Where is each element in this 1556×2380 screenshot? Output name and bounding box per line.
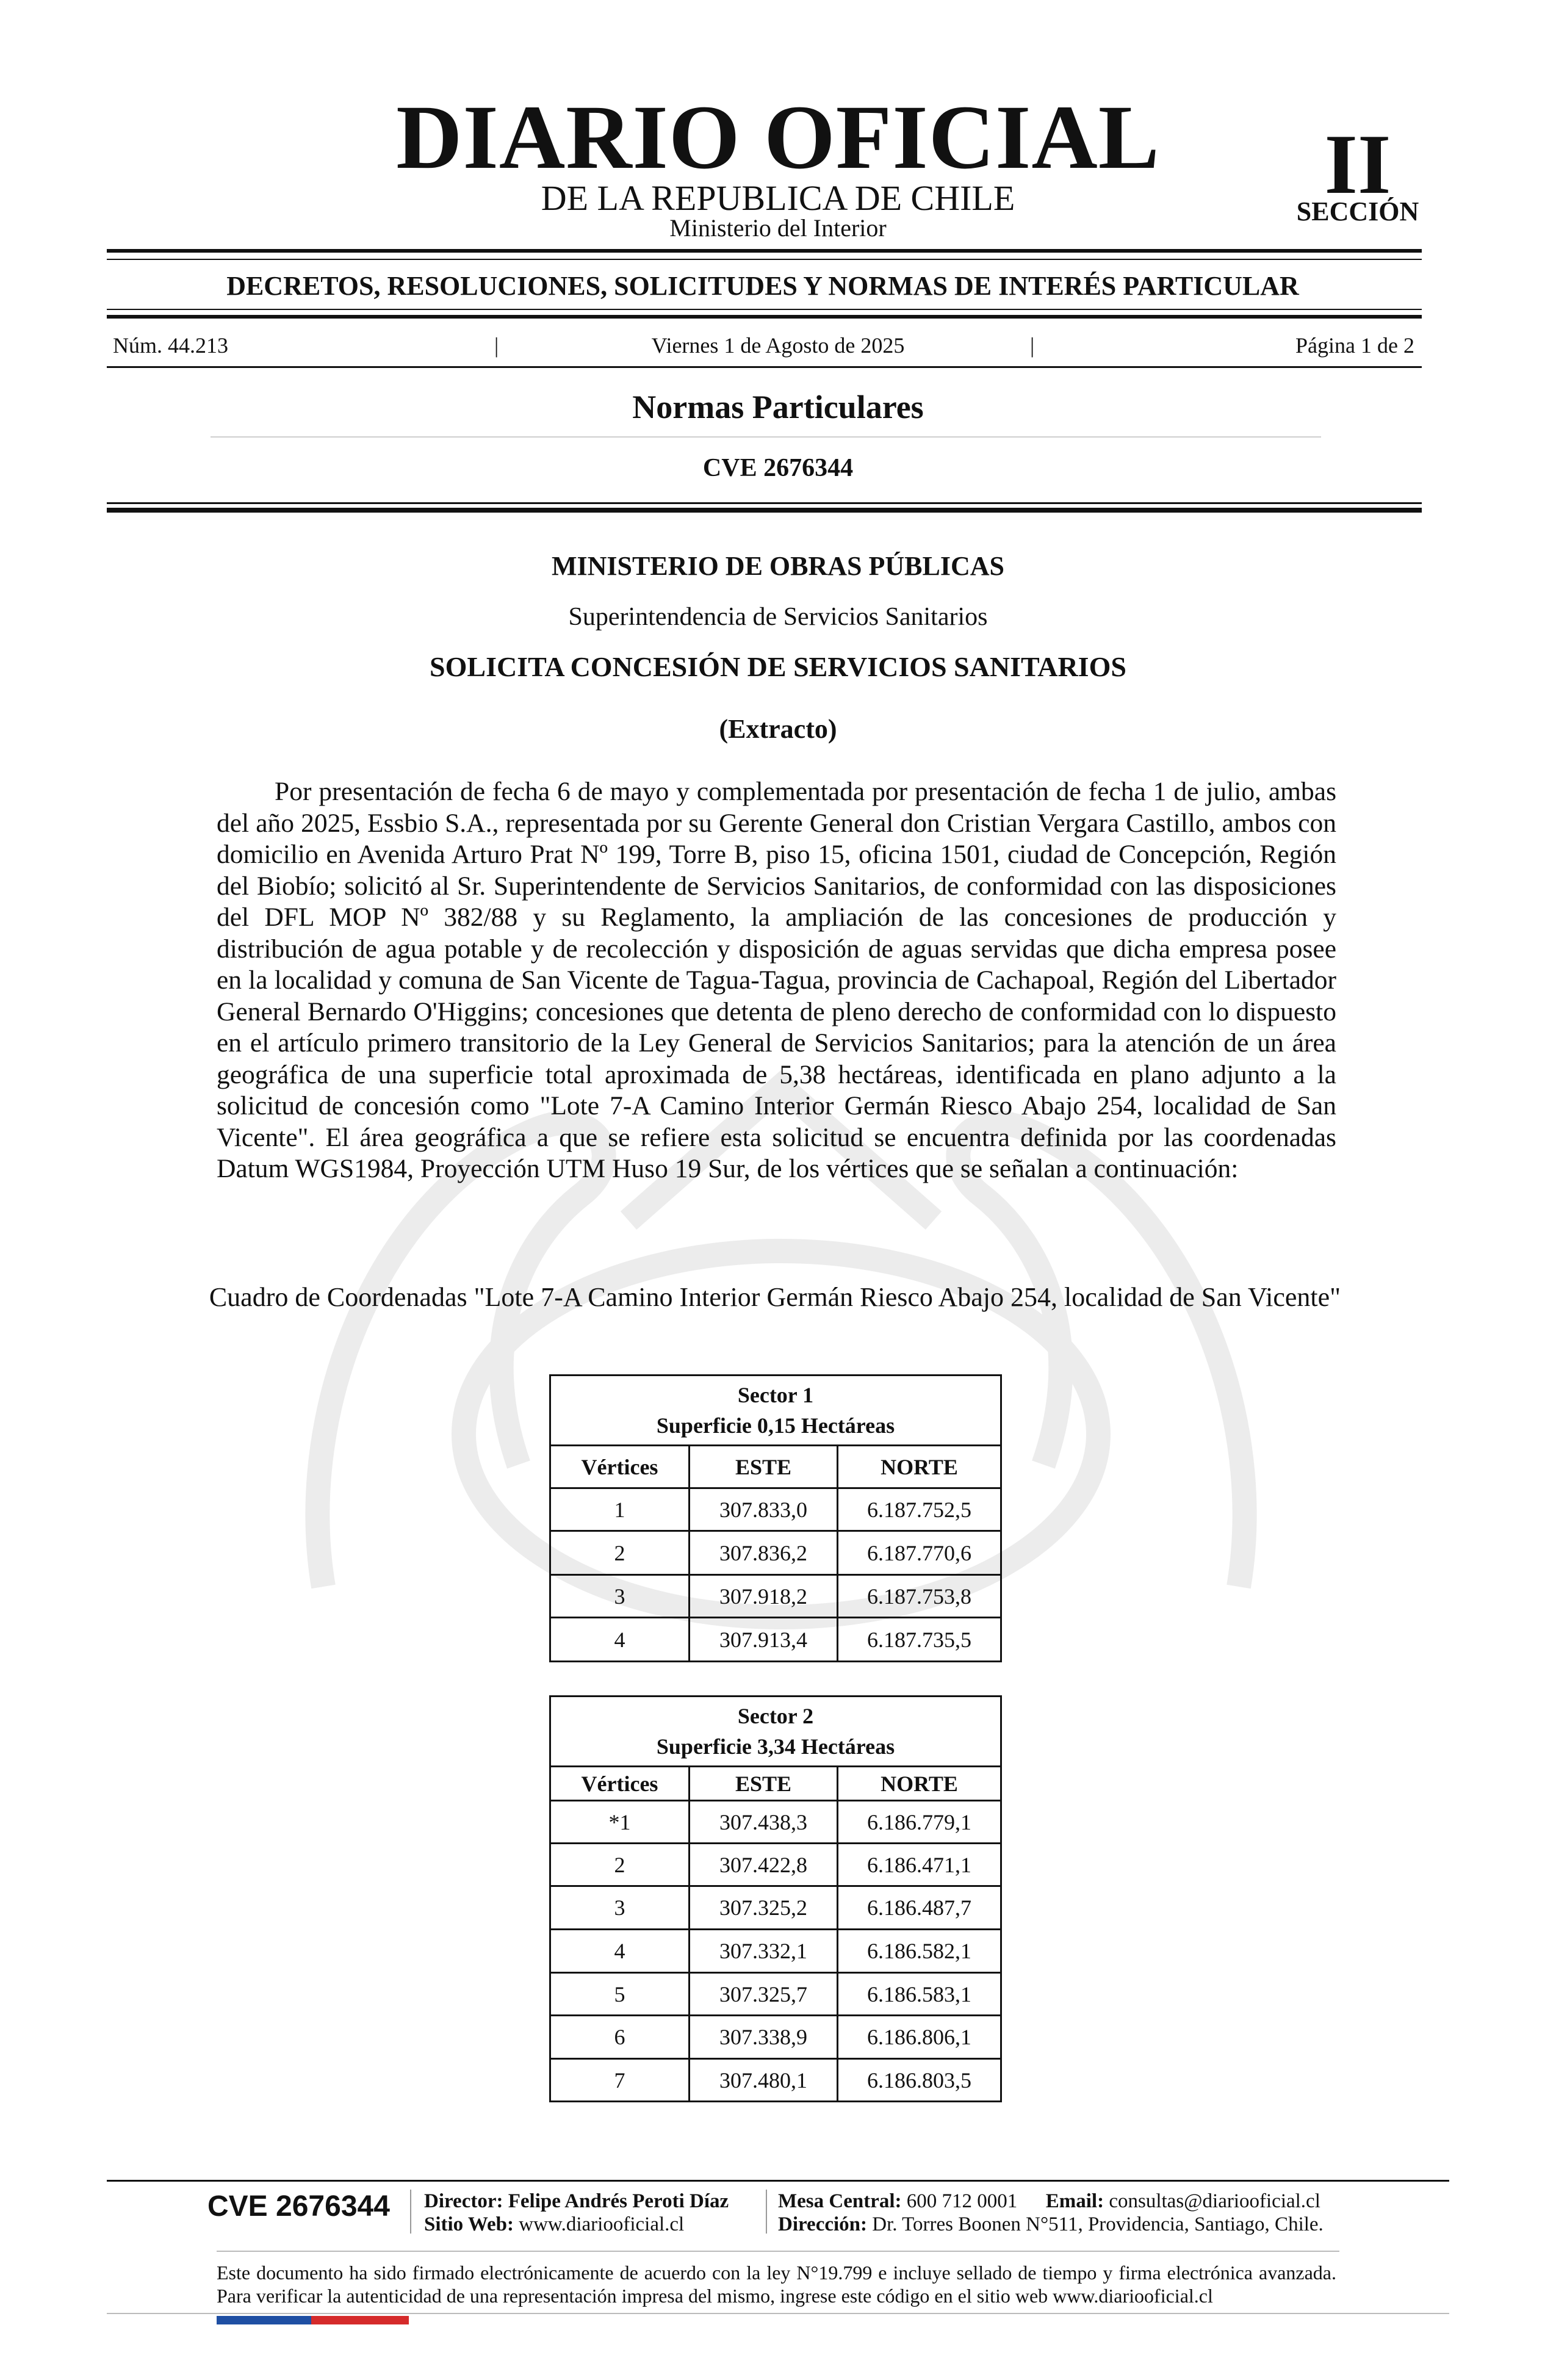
norte-cell: 6.187.770,6 bbox=[838, 1531, 1001, 1575]
cve-rule-thin bbox=[107, 502, 1422, 504]
address-label: Dirección: bbox=[778, 2213, 868, 2235]
banner-rule-bottom bbox=[107, 315, 1422, 319]
vertex-cell: 5 bbox=[550, 1973, 690, 2016]
table-row bbox=[550, 2059, 1001, 2102]
vertex-cell: 2 bbox=[550, 1844, 690, 1886]
document-subtitle: (Extracto) bbox=[719, 714, 837, 744]
este-cell: 307.438,3 bbox=[690, 1801, 838, 1844]
table-row bbox=[550, 1575, 1001, 1618]
address-text: Dr. Torres Boonen N°511, Providencia, Santiago, Chile. bbox=[872, 2213, 1324, 2235]
section-banner: DECRETOS, RESOLUCIONES, SOLICITUDES Y NORMAS DE INTERÉS PARTICULAR bbox=[226, 271, 1299, 301]
sector-name: Sector 1 bbox=[737, 1383, 814, 1407]
body-paragraph bbox=[217, 776, 1336, 1185]
este-cell: 307.325,2 bbox=[690, 1886, 838, 1930]
table-row bbox=[550, 1618, 1001, 1662]
footer-address bbox=[778, 2213, 1324, 2236]
sector-area: Superficie 3,34 Hectáreas bbox=[656, 1734, 895, 1759]
table-row bbox=[550, 1801, 1001, 1844]
footer-site bbox=[424, 2213, 684, 2236]
norte-cell: 6.186.471,1 bbox=[838, 1844, 1001, 1886]
norte-cell: 6.186.583,1 bbox=[838, 1973, 1001, 2016]
site-link[interactable]: www.diariooficial.cl bbox=[519, 2213, 685, 2235]
sector-2-table bbox=[549, 1695, 1002, 2102]
norte-cell: 6.186.582,1 bbox=[838, 1930, 1001, 1973]
table-row bbox=[550, 2016, 1001, 2059]
cve-rule-thick bbox=[107, 508, 1422, 513]
cve-heading: CVE 2676344 bbox=[702, 454, 854, 482]
vertex-cell: 7 bbox=[550, 2059, 690, 2102]
column-header-norte: NORTE bbox=[838, 1767, 1001, 1801]
norte-cell: 6.186.779,1 bbox=[838, 1801, 1001, 1844]
email-link[interactable]: consultas@diariooficial.cl bbox=[1109, 2190, 1320, 2212]
norte-cell: 6.186.803,5 bbox=[838, 2059, 1001, 2102]
column-header-este: ESTE bbox=[690, 1767, 838, 1801]
flag-stripe-red bbox=[311, 2316, 409, 2324]
este-cell: 307.918,2 bbox=[690, 1575, 838, 1618]
table-row bbox=[550, 1930, 1001, 1973]
newspaper-ministry: Ministerio del Interior bbox=[669, 214, 887, 242]
phone-number: 600 712 0001 bbox=[906, 2190, 1018, 2212]
issue-date: Viernes 1 de Agosto de 2025 bbox=[651, 333, 905, 358]
footer-rule-mid bbox=[217, 2251, 1339, 2252]
director-name: Felipe Andrés Peroti Díaz bbox=[508, 2190, 729, 2212]
este-cell: 307.338,9 bbox=[690, 2016, 838, 2059]
norte-cell: 6.187.753,8 bbox=[838, 1575, 1001, 1618]
vertex-cell: 3 bbox=[550, 1886, 690, 1930]
footer-rule-top bbox=[107, 2180, 1449, 2182]
section-title: Normas Particulares bbox=[632, 389, 924, 425]
table-row bbox=[550, 1973, 1001, 2016]
footer-cve: CVE 2676344 bbox=[207, 2190, 390, 2223]
site-label: Sitio Web: bbox=[424, 2213, 514, 2235]
flag-stripe-blue bbox=[217, 2316, 311, 2324]
footer-divider bbox=[766, 2190, 767, 2234]
este-cell: 307.480,1 bbox=[690, 2059, 838, 2102]
sector-name: Sector 2 bbox=[737, 1704, 814, 1728]
issue-number: Núm. 44.213 bbox=[113, 333, 228, 358]
table-row bbox=[550, 1488, 1001, 1531]
norte-cell: 6.187.735,5 bbox=[838, 1618, 1001, 1662]
phone-label: Mesa Central: bbox=[778, 2190, 902, 2212]
director-label: Director: bbox=[424, 2190, 503, 2212]
issuing-ministry: MINISTERIO DE OBRAS PÚBLICAS bbox=[551, 551, 1005, 581]
sector-1-header bbox=[550, 1376, 1001, 1446]
issuing-agency: Superintendencia de Servicios Sanitarios bbox=[568, 603, 988, 631]
section-label: SECCIÓN bbox=[1296, 197, 1419, 226]
sector-2-header bbox=[550, 1697, 1001, 1767]
este-cell: 307.332,1 bbox=[690, 1930, 838, 1973]
meta-rule bbox=[107, 366, 1422, 368]
footer-divider bbox=[410, 2190, 411, 2234]
table-caption: Cuadro de Coordenadas "Lote 7-A Camino Interior Germán Riesco Abajo 254, localidad de San Vicente" bbox=[209, 1282, 1341, 1312]
footer-contact bbox=[778, 2190, 1320, 2213]
norte-cell: 6.187.752,5 bbox=[838, 1488, 1001, 1531]
column-header-norte: NORTE bbox=[838, 1446, 1001, 1488]
table-row bbox=[550, 1531, 1001, 1575]
column-header-vertices: Vértices bbox=[550, 1446, 690, 1488]
este-cell: 307.913,4 bbox=[690, 1618, 838, 1662]
section-number: II bbox=[1324, 117, 1391, 212]
norte-cell: 6.186.487,7 bbox=[838, 1886, 1001, 1930]
footer-rule-bottom bbox=[107, 2313, 1449, 2314]
section-title-underline bbox=[211, 436, 1321, 438]
este-cell: 307.422,8 bbox=[690, 1844, 838, 1886]
footer-director bbox=[424, 2190, 729, 2213]
footer-legal-note: Este documento ha sido firmado electrónicamente de acuerdo con la ley N°19.799 e incluye sellado de tiempo y firma electrónica avanzada. Para verificar la autenticidad de una representación impresa del mismo, ingrese este código en el sitio web www.diariooficial.cl bbox=[217, 2262, 1336, 2307]
este-cell: 307.833,0 bbox=[690, 1488, 838, 1531]
vertex-cell: 4 bbox=[550, 1618, 690, 1662]
sector-1-table bbox=[549, 1374, 1002, 1662]
norte-cell: 6.186.806,1 bbox=[838, 2016, 1001, 2059]
page-indicator: Página 1 de 2 bbox=[1295, 333, 1414, 358]
newspaper-title: DIARIO OFICIAL bbox=[396, 87, 1160, 188]
vertex-cell: 6 bbox=[550, 2016, 690, 2059]
masthead-rule-top bbox=[107, 249, 1422, 253]
este-cell: 307.325,7 bbox=[690, 1973, 838, 2016]
vertex-cell: 2 bbox=[550, 1531, 690, 1575]
vertex-cell: *1 bbox=[550, 1801, 690, 1844]
banner-rule-thin bbox=[107, 309, 1422, 310]
column-header-este: ESTE bbox=[690, 1446, 838, 1488]
body-text: Por presentación de fecha 6 de mayo y complementada por presentación de fecha 1 de julio, ambas del año 2025, Essbio S.A., representada por su Gerente General don Cristian Vergara Castillo, ambos con domicilio en Avenida Arturo Prat Nº 199, Torre B, piso 15, oficina 1501, ciudad de Concepción, Región del Biobío; solicitó al Sr. Superintendente de Servicios Sanitarios, de conformidad con las disposiciones del DFL MOP Nº 382/88 y su Reglamento, la ampliación de las concesiones de producción y distribución de agua potable y de recolección y disposición de aguas servidas que dicha empresa posee en la localidad y comuna de San Vicente de Tagua-Tagua, provincia de Cachapoal, Región del Libertador General Bernardo O'Higgins; concesiones que detenta de pleno derecho de conformidad con lo dispuesto en el artículo primero transitorio de la Ley General de Servicios Sanitarios; para la atención de un área geográfica de una superficie total aproximada de 5,38 hectáreas, identificada en plano adjunto a la solicitud de concesión como "Lote 7-A Camino Interior Germán Riesco Abajo 254, localidad de San Vicente". El área geográfica a que se refiere esta solicitud se encuentra definida por las coordenadas Datum WGS1984, Proyección UTM Huso 19 Sur, de los vértices que se señalan a continuación: bbox=[217, 777, 1336, 1183]
email-label: Email: bbox=[1045, 2190, 1104, 2212]
sector-area: Superficie 0,15 Hectáreas bbox=[656, 1413, 895, 1438]
column-header-vertices: Vértices bbox=[550, 1767, 690, 1801]
masthead-rule-thin bbox=[107, 259, 1422, 260]
meta-separator: | bbox=[494, 333, 499, 358]
newspaper-subtitle: DE LA REPUBLICA DE CHILE bbox=[541, 178, 1015, 218]
vertex-cell: 4 bbox=[550, 1930, 690, 1973]
table-row bbox=[550, 1844, 1001, 1886]
vertex-cell: 1 bbox=[550, 1488, 690, 1531]
este-cell: 307.836,2 bbox=[690, 1531, 838, 1575]
table-row bbox=[550, 1886, 1001, 1930]
meta-separator: | bbox=[1030, 333, 1035, 358]
vertex-cell: 3 bbox=[550, 1575, 690, 1618]
document-title: SOLICITA CONCESIÓN DE SERVICIOS SANITARIOS bbox=[430, 651, 1126, 682]
